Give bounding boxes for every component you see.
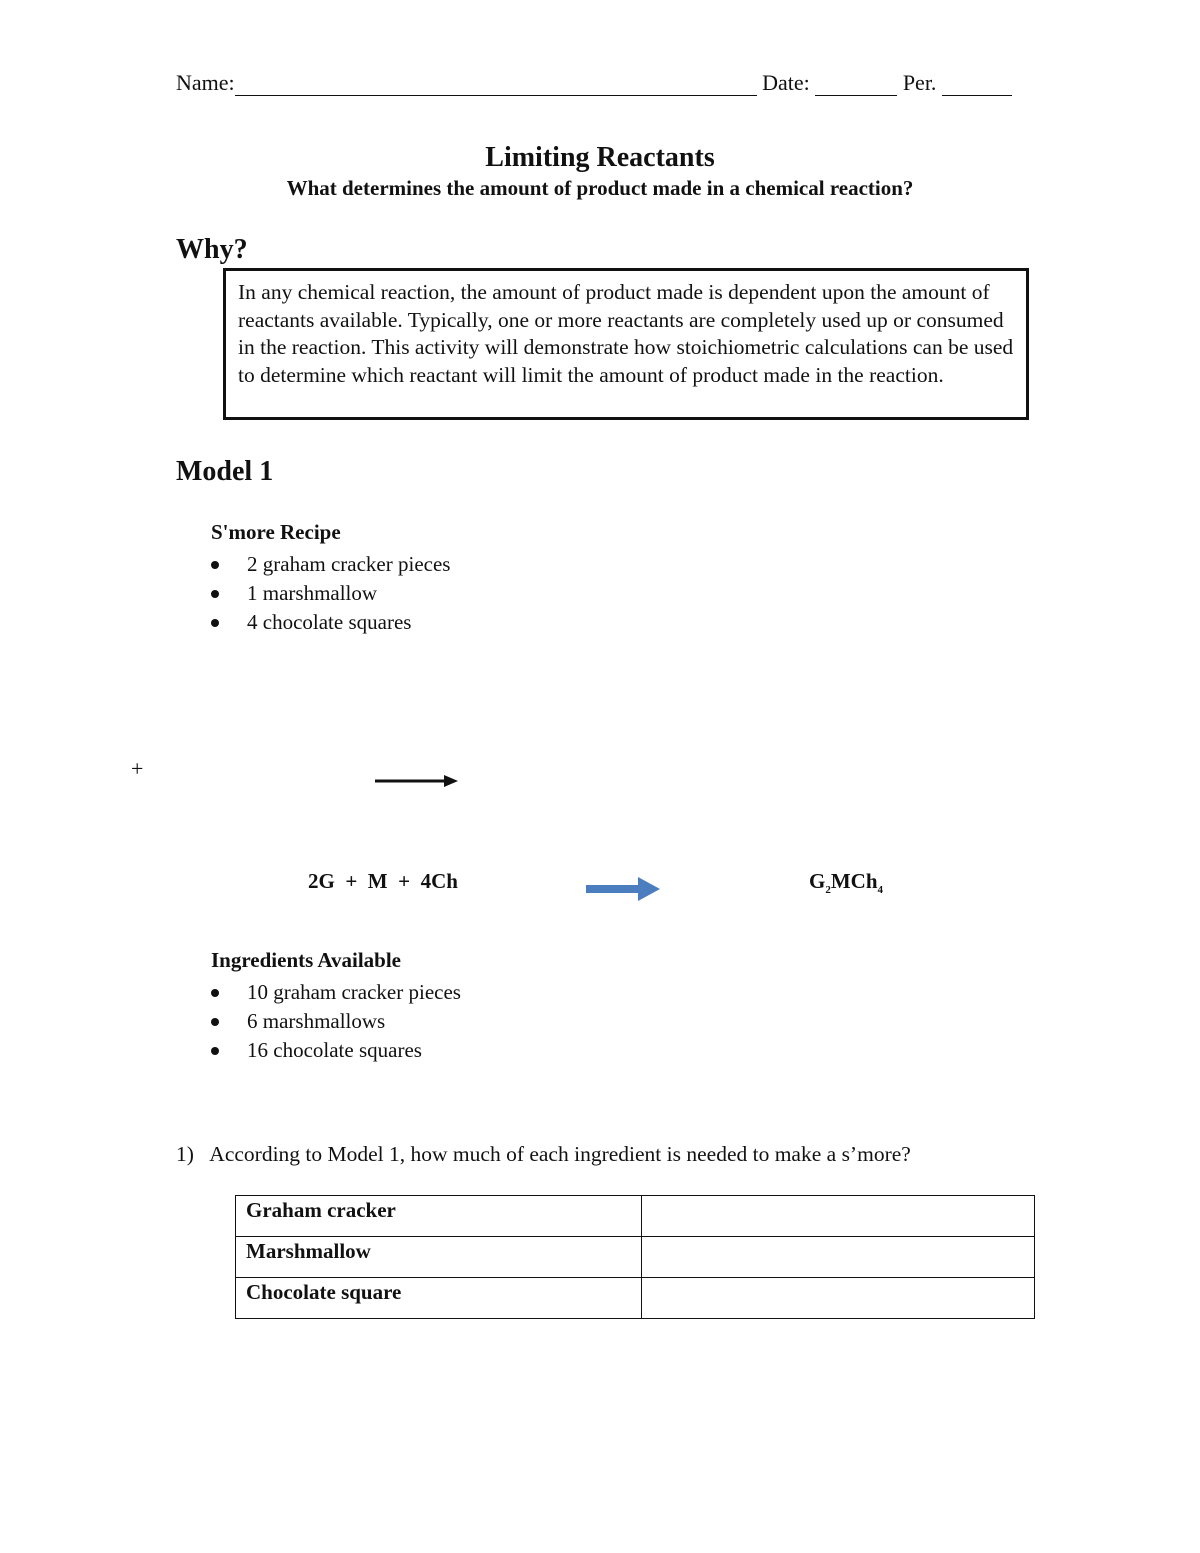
recipe-list (211, 550, 450, 637)
available-list (211, 978, 461, 1065)
recipe-heading: S'more Recipe (211, 520, 341, 544)
page-title: Limiting Reactants (485, 142, 715, 173)
table-row (236, 1196, 1035, 1237)
bullet-icon (211, 619, 219, 627)
question-text: According to Model 1, how much of each ingredient is needed to make a s’more? (209, 1142, 911, 1166)
list-item: 2 graham cracker pieces (211, 550, 450, 579)
bullet-icon (211, 989, 219, 997)
row-label: Marshmallow (236, 1237, 642, 1278)
table-row (236, 1237, 1035, 1278)
ingredients-table (235, 1195, 1035, 1319)
available-heading: Ingredients Available (211, 948, 401, 972)
bullet-icon (211, 1018, 219, 1026)
name-label: Name: (176, 70, 235, 95)
date-label: Date: (762, 70, 810, 95)
why-text-box (223, 268, 1029, 420)
row-label: Graham cracker (236, 1196, 642, 1237)
answer-cell[interactable] (642, 1237, 1035, 1278)
header-line (176, 70, 1012, 96)
row-label: Chocolate square (236, 1278, 642, 1319)
model-heading: Model 1 (176, 456, 274, 487)
why-heading: Why? (176, 234, 248, 265)
list-item: 10 graham cracker pieces (211, 978, 461, 1007)
why-text: In any chemical reaction, the amount of product made is dependent upon the amount of reactants available. Typically, one or more reactants are completely used up or consumed in the reaction. This activity will demonstrate how stoichiometric calculations can be used to determine which reactant will limit the amount of product made in the reaction. (238, 280, 1014, 387)
question-1 (176, 1142, 911, 1167)
date-blank[interactable] (815, 73, 897, 96)
answer-cell[interactable] (642, 1196, 1035, 1237)
equation-product: $G_2MCh_4$ (809, 869, 884, 897)
list-item: 6 marshmallows (211, 1007, 461, 1036)
plus-sign: + (131, 756, 144, 781)
equation-reactants: 2G + M + 4Ch (308, 869, 458, 893)
bullet-icon (211, 1047, 219, 1055)
answer-cell[interactable] (642, 1278, 1035, 1319)
question-number: 1) (176, 1142, 194, 1166)
reaction-arrow-icon (586, 876, 662, 902)
list-item: 1 marshmallow (211, 579, 450, 608)
list-item: 4 chocolate squares (211, 608, 450, 637)
bullet-icon (211, 561, 219, 569)
bullet-icon (211, 590, 219, 598)
period-blank[interactable] (942, 73, 1012, 96)
black-arrow-icon (374, 772, 460, 790)
name-blank[interactable] (235, 73, 757, 96)
list-item: 16 chocolate squares (211, 1036, 461, 1065)
period-label: Per. (902, 70, 937, 95)
table-row (236, 1278, 1035, 1319)
page-subtitle: What determines the amount of product made in a chemical reaction? (286, 176, 914, 200)
